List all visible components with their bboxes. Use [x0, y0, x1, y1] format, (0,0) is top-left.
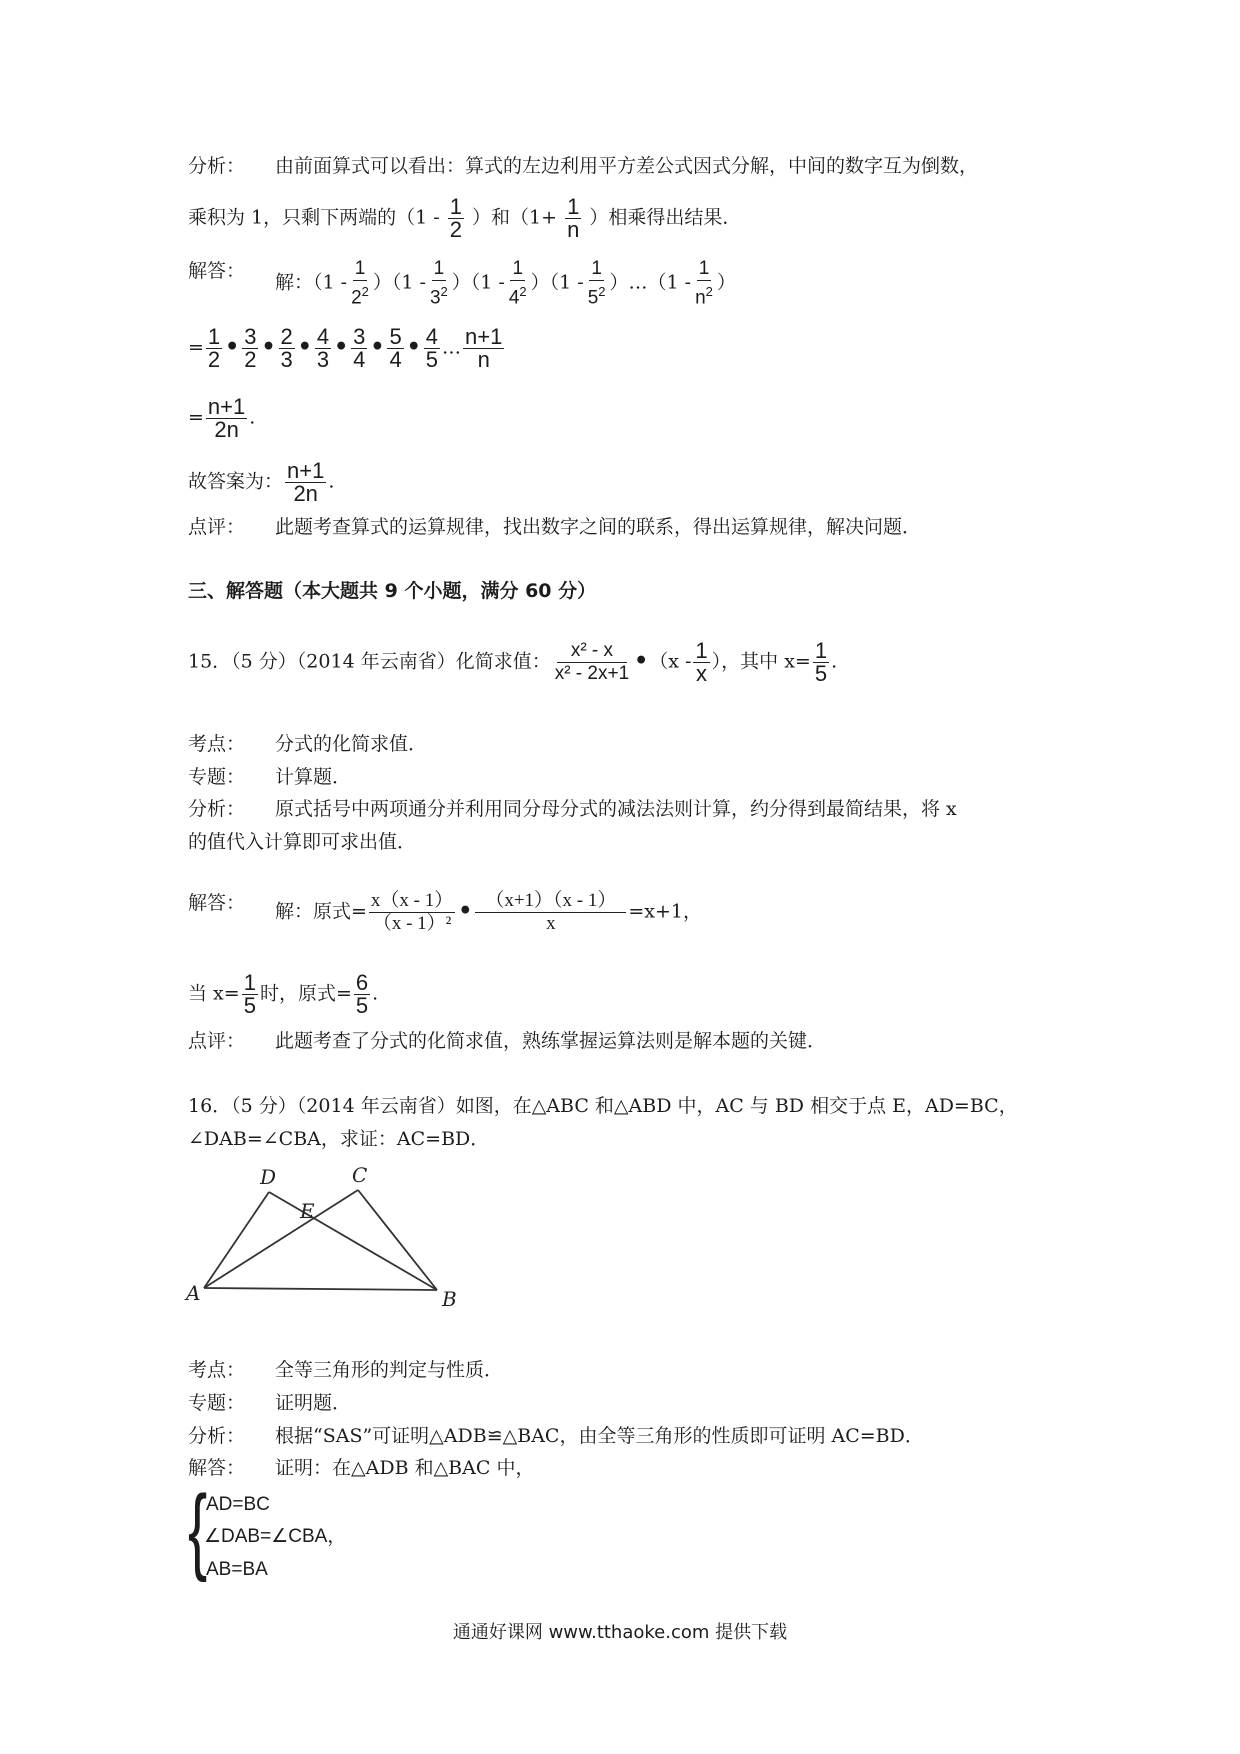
- label-B: B: [442, 1287, 457, 1310]
- fraction: $\frac{\text{x² - x}}{\text{x² - 2x+1}}$: [554, 640, 630, 684]
- fraction: $\frac{(x+1)(x - 1)}{x}$: [475, 890, 626, 935]
- fraction: $\frac{2}{3}$: [280, 324, 293, 372]
- fraction: $\frac{1}{2^2}$: [351, 258, 369, 309]
- q15-stem: 15．（5 分）（2014 年云南省）化简求值： $\frac{\text{x² - x}}{\text{x² - 2x+1}}$ •（x - $\frac{1}{x}$ ），其中 x= $\frac{1}{5}$ .: [188, 638, 838, 686]
- q16-stem-1: 16．（5 分）（2014 年云南省）如图，在△ABC 和△ABD 中，AC 与 BD 相交于点 E，AD=BC，: [188, 1095, 1018, 1117]
- final-label: 故答案为：: [188, 470, 284, 493]
- analysis-text-1: 由前面算式可以看出：算式的左边利用平方差公式因式分解，中间的数字互为倒数，: [275, 155, 979, 177]
- fraction: $\frac{n+1}{2n}$: [287, 458, 325, 506]
- triangle-figure: [180, 1160, 480, 1310]
- sys-line-3: AB=BA: [206, 1559, 268, 1580]
- brace-icon: {: [188, 1476, 208, 1583]
- document-page: 分析： 由前面算式可以看出：算式的左边利用平方差公式因式分解，中间的数字互为倒数， 乘积为 1，只剩下两端的（1 - $\frac{1}{2}$ ）和（1+ $\frac{1}{n}$ ）相乘得出结果． 解答： 解：（1 - $\frac{1}{2^2}$ ）（1 - $\frac{1}{3^2}$ ）（1 - $\frac{1}{4^2}$ ）（1 - $\frac{1}{5^2}$ ）…（1 - $\frac{1}{n^2}$ ） = $\frac{1}{2}$ • $\frac{3}{2}$ • $\frac{2}{3}$ • $\frac{4}{3}$ • $\frac{3}{4}$ • $\frac{5}{4}$ • $\frac{4}{5}$ … $\frac{n+1}{n}$ = $\frac{n+1}{2n}$ . 故答案为： $\frac{n+1}{2n}$ . 点评： 此题考查算式的运算规律，找出数字之间的联系，得出运算规律，解决问题． 三、解答题（本大题共 9 个小题，满分 60 分） 15．（5 分）（2014 年云南省）化简求值： $\frac{\text{x² - x}}{\text{x² - 2x+1}}$ •（x - $\frac{1}{x}$ ），其中 x= $\frac{1}{5}$ . 考点： 分式的化简求值． 专题： 计算题． 分析： 原式括号中两项通分并利用同分母分式的减法法则计算，约分得到最简结果，将 x 的值代入计算即可求出值． 解答： 解：原式= $\frac{x(x - 1)}{\text{（x - 1）²}}$ • $\frac{(x+1)(x - 1)}{x}$ =x+1， 当 x= $\frac{1}{5}$ 时，原式= $\frac{6}{5}$ . 点评： 此题考查了分式的化简求值，熟练掌握运算法则是解本题的关键． 16．（5 分）（2014 年云南省）如图，在△ABC 和△ABD 中，AC 与 BD 相交于点 E，AD=BC， ∠DAB=∠CBA，求证：AC=BD． D C E A B 考点： 全等三角形的判定与性质． 专题： 证明题． 分析： 根据“SAS”可证明△ADB≌△BAC，由全等三角形的性质即可证明 AC=BD． 解答： 证明：在△ADB 和△BAC 中， { AD=BC ∠DAB=∠CBA， AB=BA 通通好课网 www.tthaoke.com 提供下载: [0, 0, 1240, 1754]
- result-line: = $\frac{n+1}{2n}$ .: [188, 394, 256, 442]
- sys-line-2: ∠DAB=∠CBA，: [204, 1526, 347, 1547]
- fraction: $\frac{1}{x}$: [695, 638, 708, 686]
- fraction: $\frac{1}{4^2}$: [508, 258, 527, 309]
- label-C: C: [352, 1163, 368, 1187]
- fraction: $\frac{4}{3}$: [316, 324, 330, 372]
- footer: 通通好课网 www.tthaoke.com 提供下载: [452, 1622, 788, 1643]
- comment-text: 此题考查算式的运算规律，找出数字之间的联系，得出运算规律，解决问题．: [275, 516, 922, 538]
- fraction: $\frac{1}{n}$: [567, 194, 580, 242]
- q15-when: 当 x= $\frac{1}{5}$ 时，原式= $\frac{6}{5}$ .: [188, 970, 379, 1018]
- fraction: $\frac{3}{4}$: [353, 324, 366, 372]
- fraction: $\frac{n+1}{n}$: [465, 324, 503, 372]
- q15-fenxi-2: 的值代入计算即可求出值．: [188, 831, 417, 853]
- fraction: $\frac{1}{2}$: [207, 324, 221, 372]
- fraction: $\frac{1}{2}$: [449, 194, 462, 242]
- fraction: $\frac{5}{4}$: [389, 324, 402, 372]
- chain-line: = $\frac{1}{2}$ • $\frac{3}{2}$ • $\frac{2}{3}$ • $\frac{4}{3}$ • $\frac{3}{4}$ • $\frac{5}{4}$ • $\frac{4}{5}$ … $\frac{n+1}{n}$: [188, 324, 503, 372]
- fraction: $\frac{1}{3^2}$: [429, 258, 448, 309]
- fraction: $\frac{1}{5}$: [243, 970, 256, 1018]
- fraction: $\frac{1}{5}$: [814, 638, 828, 686]
- comment-label: 点评：: [188, 516, 246, 538]
- fraction: $\frac{x(x - 1)}{\text{（x - 1）²}}$: [370, 890, 454, 934]
- fraction: $\frac{3}{2}$: [244, 324, 257, 372]
- fraction: $\frac{1}{5^2}$: [587, 258, 606, 309]
- fraction: $\frac{1}{n^2}$: [695, 258, 713, 309]
- label-D: D: [260, 1165, 277, 1189]
- analysis-line-2: 乘积为 1，只剩下两端的（1 - $\frac{1}{2}$ ）和（1+ $\frac{1}{n}$ ）相乘得出结果．: [188, 194, 742, 242]
- section-title: 三、解答题（本大题共 9 个小题，满分 60 分）: [188, 580, 597, 602]
- fraction: $\frac{4}{5}$: [425, 324, 439, 372]
- fraction: $\frac{n+1}{2n}$: [207, 394, 246, 442]
- analysis-label: 分析：: [188, 155, 246, 177]
- sys-line-1: AD=BC: [206, 1494, 270, 1515]
- final-answer-line: 故答案为： $\frac{n+1}{2n}$ .: [188, 458, 335, 506]
- label-A: A: [186, 1281, 201, 1305]
- q16-stem-2: ∠DAB=∠CBA，求证：AC=BD．: [188, 1128, 490, 1150]
- fraction: $\frac{6}{5}$: [355, 970, 369, 1018]
- label-E: E: [300, 1199, 315, 1223]
- answer-label: 解答：: [188, 260, 246, 282]
